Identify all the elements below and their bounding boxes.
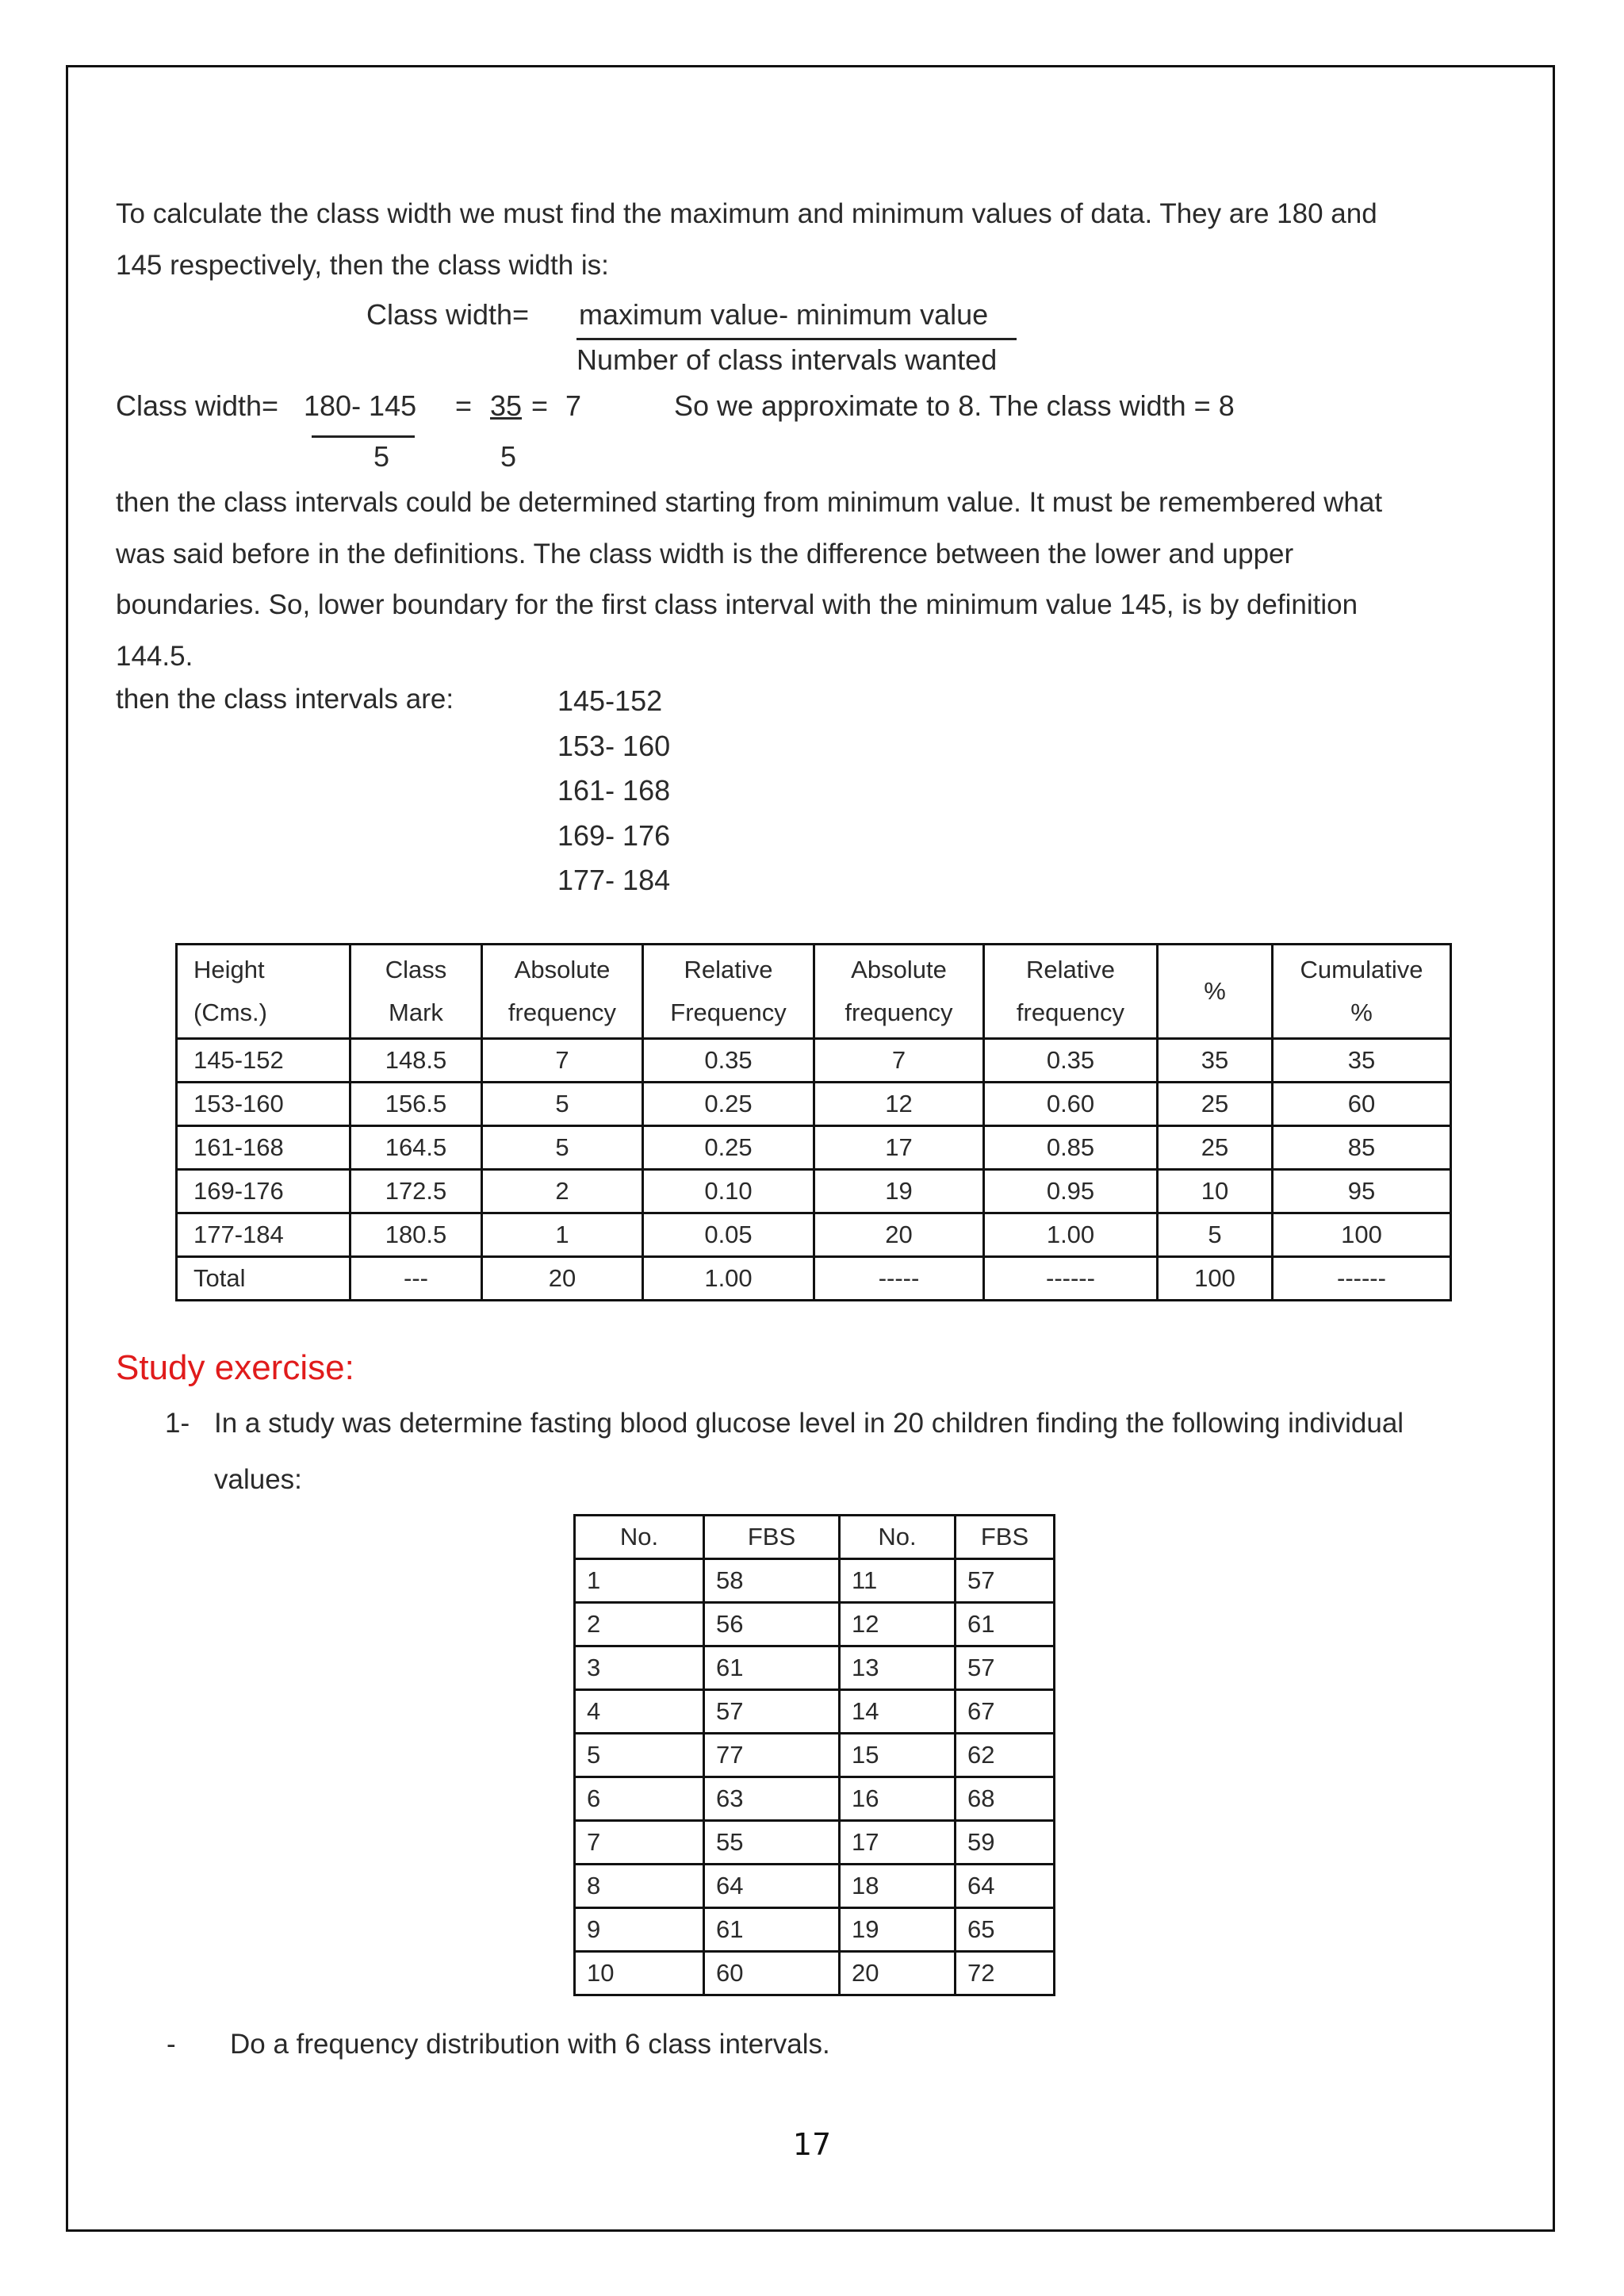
table-row (177, 1126, 1451, 1170)
task-bullet: - (167, 2029, 176, 2060)
table-cell: 12 (814, 1083, 984, 1126)
table-row (575, 1821, 1055, 1865)
table-cell: 161-168 (177, 1126, 350, 1170)
table-cell: 3 (575, 1646, 704, 1690)
table-cell: 153-160 (177, 1083, 350, 1126)
table-cell: 95 (1273, 1170, 1451, 1213)
table-cell: 58 (704, 1559, 840, 1603)
table-cell: 12 (840, 1603, 956, 1646)
table-cell: 145-152 (177, 1039, 350, 1083)
table-cell: 7 (814, 1039, 984, 1083)
table-cell: 57 (956, 1559, 1055, 1603)
table-row (575, 1646, 1055, 1690)
table-cell: 64 (704, 1865, 840, 1908)
calc-result: 7 (565, 389, 582, 422)
exercise-item-line-2: values: (214, 1464, 302, 1495)
calc-equals-1: = (455, 389, 473, 422)
calc-fraction-bar (312, 435, 415, 438)
table-row (575, 1603, 1055, 1646)
table-cell: 63 (704, 1777, 840, 1821)
calc-equals-2: = (531, 389, 549, 422)
table-cell: 7 (575, 1821, 704, 1865)
table-cell: 35 (1158, 1039, 1273, 1083)
table-cell: 60 (1273, 1083, 1451, 1126)
table-header-row (575, 1516, 1055, 1559)
table-cell: 0.25 (643, 1083, 814, 1126)
table-cell: 1.00 (984, 1213, 1158, 1257)
header-cumulative-percent: Cumulative % (1273, 945, 1451, 1039)
table-cell: 72 (956, 1952, 1055, 1995)
table-cell: 100 (1273, 1213, 1451, 1257)
table-row (575, 1690, 1055, 1734)
table-cell: 56 (704, 1603, 840, 1646)
table-cell: 1 (482, 1213, 643, 1257)
table-cell: 4 (575, 1690, 704, 1734)
table-cell: 100 (1158, 1257, 1273, 1301)
table-cell: 8 (575, 1865, 704, 1908)
explanation-line-1: then the class intervals could be determined starting from minimum value. It must be remembered what (116, 487, 1383, 518)
table-cell: 0.35 (643, 1039, 814, 1083)
task-text: Do a frequency distribution with 6 class intervals. (230, 2029, 830, 2060)
table-cell: 16 (840, 1777, 956, 1821)
calc-numerator: 180- 145 (304, 389, 417, 422)
formula-denominator: Number of class intervals wanted (576, 343, 998, 376)
table-row (177, 1170, 1451, 1213)
interval-item: 161- 168 (557, 774, 671, 807)
table-cell: 5 (482, 1083, 643, 1126)
table-cell: 64 (956, 1865, 1055, 1908)
table-cell: 18 (840, 1865, 956, 1908)
table-cell: 61 (956, 1603, 1055, 1646)
table-cell: 0.95 (984, 1170, 1158, 1213)
table-cell: 11 (840, 1559, 956, 1603)
table-cell: 61 (704, 1908, 840, 1952)
formula-fraction-bar (576, 338, 1017, 340)
table-cell: 25 (1158, 1126, 1273, 1170)
table-cell: 156.5 (350, 1083, 482, 1126)
table-cell: 55 (704, 1821, 840, 1865)
header-height: Height (Cms.) (177, 945, 350, 1039)
explanation-line-3: boundaries. So, lower boundary for the first class interval with the minimum value 145, is by definition (116, 589, 1358, 620)
table-row (177, 1213, 1451, 1257)
calc-mid-denominator: 5 (500, 440, 517, 473)
table-row (575, 1559, 1055, 1603)
table-cell: 0.85 (984, 1126, 1158, 1170)
table-cell: 25 (1158, 1083, 1273, 1126)
header-class-mark: Class Mark (350, 945, 482, 1039)
header-percent: % (1158, 945, 1273, 1039)
intervals-label: then the class intervals are: (116, 684, 454, 715)
header-cumulative-relative-frequency: Relative frequency (984, 945, 1158, 1039)
table-cell: 62 (956, 1734, 1055, 1777)
header-absolute-frequency: Absolute frequency (482, 945, 643, 1039)
table-cell: 6 (575, 1777, 704, 1821)
section-heading: Study exercise: (116, 1348, 354, 1387)
table-cell: 0.35 (984, 1039, 1158, 1083)
table-cell: 169-176 (177, 1170, 350, 1213)
intro-line-1: To calculate the class width we must find the maximum and minimum values of data. They are 180 and (116, 198, 1377, 229)
table-cell: 20 (814, 1213, 984, 1257)
explanation-paragraph (116, 477, 1503, 682)
table-cell: 177-184 (177, 1213, 350, 1257)
table-row (177, 1039, 1451, 1083)
interval-item: 145-152 (557, 684, 663, 717)
interval-item: 153- 160 (557, 729, 671, 762)
table-cell: FBS (704, 1516, 840, 1559)
table-cell: 65 (956, 1908, 1055, 1952)
table-cell: 57 (956, 1646, 1055, 1690)
table-cell: 85 (1273, 1126, 1451, 1170)
table-cell: 0.60 (984, 1083, 1158, 1126)
table-cell: ------ (1273, 1257, 1451, 1301)
calc-mid-numerator: 35 (490, 389, 523, 422)
table-cell: 164.5 (350, 1126, 482, 1170)
table-cell: 9 (575, 1908, 704, 1952)
table-cell: 59 (956, 1821, 1055, 1865)
table-cell: 20 (482, 1257, 643, 1301)
table-cell: ----- (814, 1257, 984, 1301)
table-cell: 13 (840, 1646, 956, 1690)
table-cell: 60 (704, 1952, 840, 1995)
table-cell: 5 (482, 1126, 643, 1170)
table-row (177, 1083, 1451, 1126)
intro-paragraph (116, 189, 1503, 291)
table-cell: 180.5 (350, 1213, 482, 1257)
intro-line-2: 145 respectively, then the class width is: (116, 249, 609, 281)
table-cell: 68 (956, 1777, 1055, 1821)
table-cell: 61 (704, 1646, 840, 1690)
table-row (575, 1908, 1055, 1952)
interval-item: 177- 184 (557, 864, 671, 896)
table-cell: 19 (840, 1908, 956, 1952)
table-cell: 67 (956, 1690, 1055, 1734)
calc-note: So we approximate to 8. The class width = 8 (674, 389, 1235, 422)
table-total-row (177, 1257, 1451, 1301)
table-cell: --- (350, 1257, 482, 1301)
fbs-table (573, 1514, 1055, 1996)
calc-label: Class width= (116, 389, 279, 422)
table-cell: 172.5 (350, 1170, 482, 1213)
table-cell: 10 (1158, 1170, 1273, 1213)
table-row (575, 1777, 1055, 1821)
table-cell: FBS (956, 1516, 1055, 1559)
table-row (575, 1734, 1055, 1777)
table-cell: Total (177, 1257, 350, 1301)
formula-numerator: maximum value- minimum value (579, 298, 989, 331)
table-cell: ------ (984, 1257, 1158, 1301)
table-cell: 14 (840, 1690, 956, 1734)
table-header-row (177, 945, 1451, 1039)
table-row (575, 1865, 1055, 1908)
table-cell: 5 (575, 1734, 704, 1777)
table-cell: 57 (704, 1690, 840, 1734)
header-relative-frequency: Relative Frequency (643, 945, 814, 1039)
intervals-list (557, 679, 670, 903)
table-cell: 0.25 (643, 1126, 814, 1170)
table-cell: 148.5 (350, 1039, 482, 1083)
table-cell: 17 (840, 1821, 956, 1865)
table-cell: 15 (840, 1734, 956, 1777)
table-cell: 17 (814, 1126, 984, 1170)
explanation-line-4: 144.5. (116, 640, 193, 672)
table-cell: 0.05 (643, 1213, 814, 1257)
table-cell: 19 (814, 1170, 984, 1213)
calc-denominator: 5 (373, 440, 390, 473)
table-cell: 0.10 (643, 1170, 814, 1213)
table-cell: 1 (575, 1559, 704, 1603)
page-number: 17 (792, 2127, 832, 2162)
explanation-line-2: was said before in the definitions. The class width is the difference between the lower and upper (116, 538, 1294, 569)
exercise-item-line-1: In a study was determine fasting blood glucose level in 20 children finding the following individual (214, 1408, 1404, 1439)
interval-item: 169- 176 (557, 818, 671, 852)
table-cell: 35 (1273, 1039, 1451, 1083)
table-cell: 1.00 (643, 1257, 814, 1301)
table-cell: 2 (575, 1603, 704, 1646)
table-row (575, 1952, 1055, 1995)
table-cell: 5 (1158, 1213, 1273, 1257)
table-cell: 77 (704, 1734, 840, 1777)
header-cumulative-absolute-frequency: Absolute frequency (814, 945, 984, 1039)
exercise-item-number: 1- (165, 1408, 190, 1439)
table-cell: 7 (482, 1039, 643, 1083)
frequency-table (175, 943, 1452, 1301)
table-cell: 2 (482, 1170, 643, 1213)
table-cell: 10 (575, 1952, 704, 1995)
table-cell: No. (575, 1516, 704, 1559)
formula-label: Class width= (366, 298, 530, 331)
table-cell: 20 (840, 1952, 956, 1995)
table-cell: No. (840, 1516, 956, 1559)
